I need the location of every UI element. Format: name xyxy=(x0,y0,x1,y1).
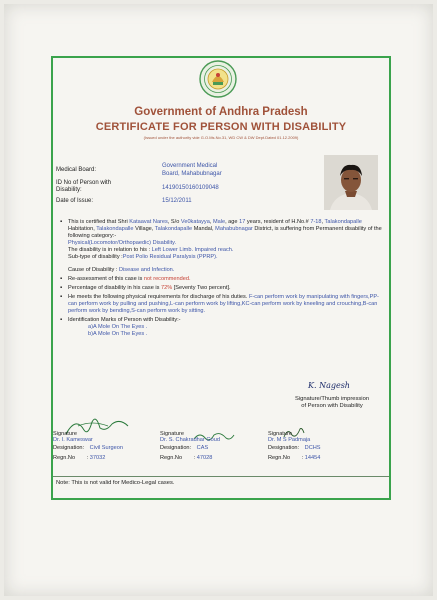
date-of-issue-label: Date of Issue: xyxy=(56,198,94,204)
certification-statement: ▪ This is certified that Shri Kataavat Nares, S/o Ve0katayya, Male, age 17 years, resident of H.No.# 7-18, Talakondapalle Habitation, Talakondapalle Village, Talakondapalle Mandal, Mahabubnagar District, is suffering from Permanent disability of the following category:- xyxy=(60,219,382,240)
certificate-body xyxy=(60,219,382,338)
identification-mark-a: a)A Mole On The Eyes . xyxy=(88,324,148,331)
government-title: Government of Andhra Pradesh xyxy=(134,106,308,118)
andhra-pradesh-emblem-icon xyxy=(199,60,237,98)
applicant-photo xyxy=(324,155,378,210)
disability-relation: The disability is in relation to his : Left Lower Limb. Impaired reach. xyxy=(68,247,234,254)
disability-percentage: ▪ Percentage of disability in his case is 72% [Seventy Two percent]. xyxy=(60,285,382,292)
disability-subtype: Sub-type of disability :Post Polio Residual Paralysis (PPRP). xyxy=(68,254,218,261)
signatory-3: Signature Dr. M S Padmaja Designation: DCHS Regn.No : 14454 xyxy=(268,431,321,461)
identification-marks-label: ▪ Identification Marks of Person with Disability:- xyxy=(60,317,382,324)
identification-mark-b: b)A Mole On The Eyes . xyxy=(88,331,148,338)
id-number: 1419015016010904​8 xyxy=(162,185,219,191)
cause-of-disability: Cause of Disability : Disease and Infection. xyxy=(68,266,175,273)
reassessment: ▪ Re-assessment of this case is not recommended. xyxy=(60,276,382,283)
signatory-1: Signature Dr. I. Kameswar Designation: Civil Surgeon Regn.No : 37032 xyxy=(53,431,123,461)
signatory-2: Signature Dr. S. Chakradhar Goud Designation: CAS Regn.No : 47028 xyxy=(160,431,221,461)
footer-divider xyxy=(53,476,389,477)
medical-board-label: Medical Board: xyxy=(56,167,97,173)
id-label-line2: Disability: xyxy=(56,187,82,193)
thumb-impression-label: Signature/Thumb impression of Person with Disability xyxy=(294,396,370,410)
government-order-reference: (Issued under the authority vide G.O.Ms.No.31, WD CW & DW Dept.Dated 01.12.2009) xyxy=(143,135,299,140)
medical-board-value-line2: Board, Mahabubnagar xyxy=(162,171,222,177)
date-of-issue: 15/12/2011 xyxy=(162,198,192,204)
footer-note: Note: This is not valid for Medico-Legal cases. xyxy=(56,480,175,486)
id-label-line1: ID No of Person with xyxy=(56,180,112,186)
certificate-title: CERTIFICATE FOR PERSON WITH DISABILITY xyxy=(95,121,347,133)
physical-requirements: ▪ He meets the following physical requirements for discharge of his duties. F-can perform work by manipulating with fingers,PP-can perform work by pulling and pushing,L-can perform work by lifting,KC-can perform work by kneeling and crouching,B-can perform work by bending,S-can perform work by sitting. xyxy=(60,294,382,315)
medical-board-value-line1: Government Medical xyxy=(162,163,218,169)
category-value: Physical(Locomotor/Orthopaedic) Disability. xyxy=(68,240,177,247)
applicant-signature: K. Nagesh xyxy=(308,381,350,390)
